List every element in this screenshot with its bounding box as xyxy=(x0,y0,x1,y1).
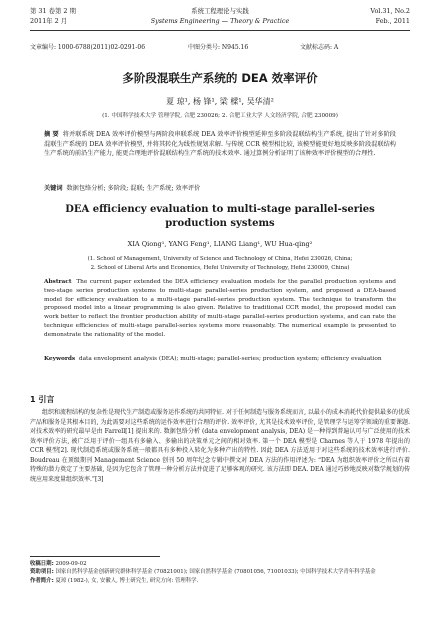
chinese-title: 多阶段混联生产系统的 DEA 效率评价 xyxy=(122,71,318,85)
header-journal-cn: 系统工程理论与实践 xyxy=(191,7,249,15)
footnote-fund-label: 资助项目: xyxy=(30,569,54,576)
footnote-received-date: 2009-09-02 xyxy=(55,561,87,567)
chinese-abstract-label: 摘 要 xyxy=(44,131,59,138)
footnote xyxy=(30,560,410,585)
chinese-abstract-text: 将并联系统 DEA 效率评价模型与两阶段串联系统 DEA 效率评价模型延伸至多阶段混联结构生产系统, 提出了针对多阶段混联生产系统的 DEA 效率评价模型, 并将其转化为线性规划求解. 与传统 CCR 模型相比较, 该模型能更好地反映多阶段混联结构生产系统的前沿生产能力, 能更合理地评价混联结构生产系统的技术效率. 通过算例分析证明了该种效率评价模型的合理性. xyxy=(44,131,396,158)
chinese-affiliation: (1. 中国科学技术大学 管理学院, 合肥 230026; 2. 合肥工业大学 人文经济学院, 合肥 230009) xyxy=(102,113,338,119)
clc-number: 中图分类号: N945.16 xyxy=(188,44,249,51)
header-date-en: Feb., 2011 xyxy=(375,17,410,25)
article-number: 文章编号: 1000-6788(2011)02-0291-06 xyxy=(30,44,146,51)
document-code: 文献标志码: A xyxy=(300,44,339,51)
chinese-keywords-text: 数据包络分析; 多阶段; 混联; 生产系统; 效率评价 xyxy=(66,185,201,192)
footnote-author-text: 夏琼 (1982-), 女, 安徽人, 博士研究生, 研究方向: 管理科学. xyxy=(55,577,199,584)
english-authors: XIA Qiong¹, YANG Feng¹, LIANG Liang¹, WU Hua-qing² xyxy=(127,240,313,248)
footnote-fund-text: 国家自然科学基金创新研究群体科学基金 (70821001); 国家自然科学基金 (70801056, 71001033); 中国科学技术大学青年科学基金 xyxy=(55,569,376,576)
english-abstract xyxy=(44,278,396,340)
english-abstract-label: Abstract xyxy=(44,279,72,285)
footnote-received-label: 收稿日期: xyxy=(30,561,54,567)
footnote-author-label: 作者简介: xyxy=(30,577,54,584)
section-body: 组织和流程结构的复杂性是现代生产制造或服务运作系统的共同特征. 对于任何制造与服务系统而言, 以最小的成本消耗代价提供最多的优质产品和服务是其根本目的, 为此需要对这些系统的运作效率进行合理的评价. 效率评价, 尤其是技术效率评价, 是管理学与运筹学领域的重要课题. 对技术效率的研究最早是由 Farrell[1] 提出来的. 数据包络分析 (data envelopment analysis, DEA) 是一种得到普遍认可与广泛使用的技术效率评价方法, 被广泛用于评价一组具有多输入、多输出的决策单元之间的相对效率. 第一个 DEA 模型是 Charnes 等人于 1978 年提出的 CCR 模型[2]. 现代制造系统或服务系统一般都具有多种投入转化为多种产出的特性. 因此 DEA 方法适用于对这些系统的技术效率进行评价. Boudreau 在顶级期刊 Management Science 创刊 50 周年纪念专辑中撰文对 DEA 方法的作用评述为: “DEA 为组织效率评价之所以有着特殊的潜力奠定了主要基础, 是因为它包含了管理一种分析方法并促进了足够客观的研究. 该方法即 DEA. DEA 通过巧妙地反映对数学规划的传统应用来度量组织效率.”[3] xyxy=(30,409,410,483)
header-date-cn: 2011年 2 月 xyxy=(30,17,68,25)
footnote-author xyxy=(30,577,410,585)
chinese-authors: 夏 琼¹, 杨 锋¹, 梁 樑¹, 吴华清² xyxy=(166,97,274,106)
footnote-received xyxy=(30,560,410,568)
section-heading: 1 引言 xyxy=(30,395,55,404)
english-abstract-text: The current paper extended the DEA efficiency evaluation models for the parallel production systems and two-stage series production systems to multi-stage parallel-series production system, and proposed a DEA-based model for efficiency evaluation to a multi-stage parallel-series production system. The technique to transform the proposed model into a linear programming is also given. Relative to traditional CCR model, the proposed model can work better to reflect the frontier production ability of multi-stage parallel-series production systems, and can rate the technique efficiencies of multi-stage parallel-series systems more reasonably. The numerical example is presented to demonstrate the rationality of the model. xyxy=(44,279,397,338)
header-issue-cn: 第 31 卷第 2 期 xyxy=(30,7,76,15)
chinese-abstract xyxy=(44,130,396,159)
english-keywords-label: Keywords xyxy=(44,356,76,362)
header-volume-en: Vol.31, No.2 xyxy=(370,7,410,15)
english-keywords xyxy=(44,355,396,364)
english-affiliation-2: 2. School of Liberal Arts and Economics, Hefei University of Technology, Hefei 230009, China) xyxy=(90,264,350,271)
chinese-keywords-label: 关键词 xyxy=(44,185,63,192)
english-keywords-text: data envelopment analysis (DEA); multi-stage; parallel-series; production system; efficiency evaluation xyxy=(78,356,382,362)
chinese-keywords xyxy=(44,184,396,193)
english-affiliation-1: (1. School of Management, University of Science and Technology of China, Hefei 230026, China; xyxy=(87,256,353,262)
header-journal-en: Systems Engineering — Theory & Practice xyxy=(150,17,290,25)
english-affiliation xyxy=(30,255,410,272)
footnote-fund xyxy=(30,568,410,576)
running-header xyxy=(30,6,410,32)
header-rule xyxy=(30,30,410,31)
footnote-rule xyxy=(30,556,160,557)
english-title: DEA efficiency evaluation to multi-stage parallel-series production systems xyxy=(65,204,375,229)
